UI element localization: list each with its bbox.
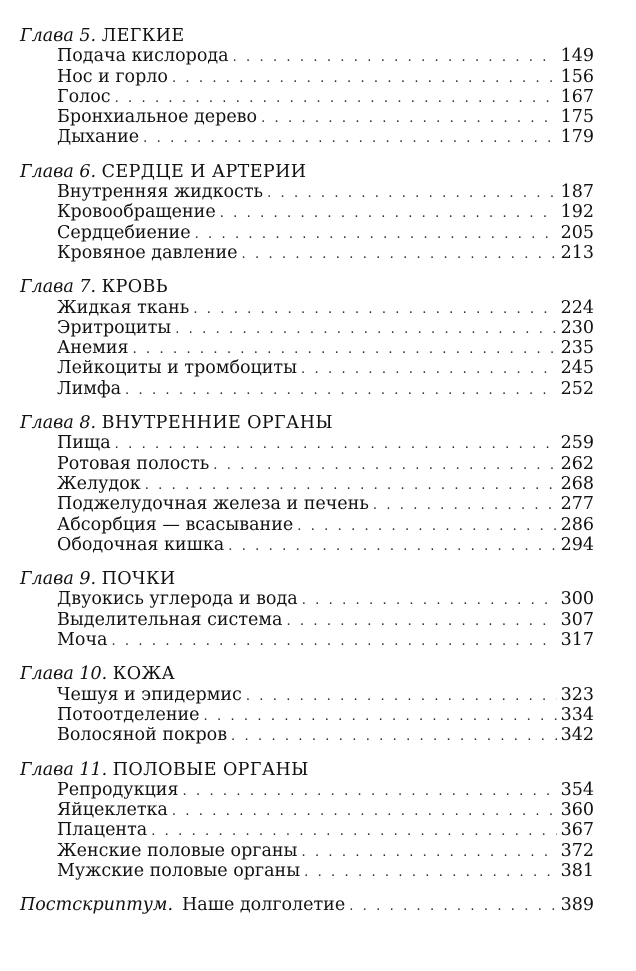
entry-title: Дыхание <box>57 127 140 148</box>
toc-entry[interactable] <box>20 338 594 358</box>
chapter-section <box>20 569 594 650</box>
entry-title: Репродукция <box>57 779 179 800</box>
entry-page-number: 334 <box>560 704 594 725</box>
entry-title: Поджелудочная железа и печень <box>57 494 369 515</box>
toc-entry[interactable] <box>20 630 594 650</box>
entry-page-number: 224 <box>560 297 594 318</box>
postscript-page-number: 389 <box>560 895 594 916</box>
entry-page-number: 259 <box>560 433 594 454</box>
toc-entry[interactable] <box>20 358 594 378</box>
entry-title: Пища <box>57 433 111 454</box>
toc-entry[interactable] <box>20 223 594 243</box>
dot-leader <box>261 109 557 129</box>
chapter-label: Глава 7. <box>20 277 97 298</box>
chapter-section <box>20 277 594 399</box>
dot-leader <box>302 843 557 863</box>
entry-page-number: 205 <box>560 222 594 243</box>
entry-title: Женские половые органы <box>57 840 298 861</box>
entry-title: Кровяное давление <box>57 242 238 263</box>
toc-entry[interactable] <box>20 379 594 399</box>
toc-entry[interactable] <box>20 46 594 66</box>
entry-page-number: 187 <box>560 182 594 203</box>
entry-title: Сердцебиение <box>57 222 191 243</box>
toc-entry[interactable] <box>20 685 594 705</box>
entry-title: Чешуя и эпидермис <box>57 684 242 705</box>
entry-title: Жидкая ткань <box>57 297 190 318</box>
entry-title: Анемия <box>57 338 129 359</box>
entry-title: Голос <box>57 86 111 107</box>
entry-page-number: 149 <box>560 46 594 67</box>
dot-leader <box>267 184 557 204</box>
entry-title: Мужские половые органы <box>57 860 301 881</box>
chapter-section <box>20 413 594 555</box>
entry-page-number: 167 <box>560 86 594 107</box>
entry-page-number: 286 <box>560 514 594 535</box>
postscript-entry[interactable] <box>20 895 594 915</box>
entry-page-number: 230 <box>560 317 594 338</box>
dot-leader <box>297 517 556 537</box>
entry-title: Выделительная система <box>57 609 283 630</box>
toc-entry[interactable] <box>20 182 594 202</box>
toc-entry[interactable] <box>20 861 594 881</box>
toc-entry[interactable] <box>20 494 594 514</box>
chapter-heading[interactable] <box>20 26 594 46</box>
toc-entry[interactable] <box>20 243 594 263</box>
dot-leader <box>172 69 557 89</box>
chapter-label: Глава 9. <box>20 569 97 590</box>
entry-title: Двуокись углерода и вода <box>57 589 298 610</box>
chapter-title: ЛЕГКИЕ <box>101 26 185 46</box>
chapter-heading[interactable] <box>20 569 594 589</box>
entry-title: Подача кислорода <box>57 46 229 67</box>
chapter-section <box>20 162 594 263</box>
chapter-heading[interactable] <box>20 413 594 433</box>
toc-entry[interactable] <box>20 87 594 107</box>
entry-title: Потоотделение <box>57 704 200 725</box>
chapter-label: Глава 8. <box>20 413 97 434</box>
entry-title: Бронхиальное дерево <box>57 107 258 128</box>
chapter-title: ПОЧКИ <box>101 569 176 590</box>
chapter-label: Глава 10. <box>20 664 108 685</box>
entry-page-number: 252 <box>560 378 594 399</box>
dot-leader <box>233 48 557 68</box>
entry-title: Абсорбция — всасывание <box>57 514 294 535</box>
dot-leader <box>228 537 556 557</box>
dot-leader <box>172 802 557 822</box>
entry-page-number: 245 <box>560 358 594 379</box>
chapter-title: СЕРДЦЕ И АРТЕРИИ <box>101 161 307 182</box>
dot-leader <box>133 340 557 360</box>
chapter-list <box>20 26 594 881</box>
dot-leader <box>231 727 557 747</box>
dot-leader <box>304 863 556 883</box>
toc-entry[interactable] <box>20 610 594 630</box>
dot-leader <box>301 360 557 380</box>
entry-title: Моча <box>57 630 108 651</box>
dot-leader <box>195 225 557 245</box>
dot-leader <box>145 476 557 496</box>
entry-page-number: 317 <box>560 630 594 651</box>
dot-leader <box>125 381 557 401</box>
dot-leader <box>349 897 556 917</box>
dot-leader <box>115 435 557 455</box>
entry-page-number: 381 <box>560 860 594 881</box>
chapter-title: ВНУТРЕННИЕ ОРГАНЫ <box>101 413 333 434</box>
chapter-label: Глава 6. <box>20 161 97 182</box>
toc-entry[interactable] <box>20 515 594 535</box>
entry-title: Ободочная кишка <box>57 534 225 555</box>
dot-leader <box>183 782 557 802</box>
dot-leader <box>302 591 557 611</box>
toc-entry[interactable] <box>20 202 594 222</box>
entry-title: Ротовая полость <box>57 453 210 474</box>
chapter-heading[interactable] <box>20 162 594 182</box>
entry-page-number: 262 <box>560 453 594 474</box>
entry-title: Яйцеклетка <box>57 800 168 821</box>
entry-page-number: 268 <box>560 473 594 494</box>
chapter-section <box>20 26 594 148</box>
toc-entry[interactable] <box>20 318 594 338</box>
chapter-section <box>20 760 594 882</box>
entry-page-number: 235 <box>560 338 594 359</box>
entry-page-number: 277 <box>560 494 594 515</box>
entry-title: Кровообращение <box>57 202 216 223</box>
toc-entry[interactable] <box>20 820 594 840</box>
dot-leader <box>111 632 556 652</box>
entry-page-number: 360 <box>560 800 594 821</box>
entry-page-number: 213 <box>560 242 594 263</box>
toc-entry[interactable] <box>20 535 594 555</box>
chapter-title: ПОЛОВЫЕ ОРГАНЫ <box>112 759 309 780</box>
toc-entry[interactable] <box>20 107 594 127</box>
chapter-heading[interactable] <box>20 664 594 684</box>
entry-title: Лимфа <box>57 378 122 399</box>
entry-title: Нос и горло <box>57 66 168 87</box>
dot-leader <box>151 822 556 842</box>
chapter-label: Глава 11. <box>20 759 108 780</box>
toc-entry[interactable] <box>20 298 594 318</box>
postscript-label: Постскриптум. <box>20 895 174 916</box>
chapter-section <box>20 664 594 745</box>
toc-entry[interactable] <box>20 800 594 820</box>
dot-leader <box>220 204 557 224</box>
dot-leader <box>193 300 556 320</box>
dot-leader <box>286 612 556 632</box>
dot-leader <box>213 456 556 476</box>
entry-page-number: 156 <box>560 66 594 87</box>
dot-leader <box>246 687 557 707</box>
entry-page-number: 300 <box>560 589 594 610</box>
entry-page-number: 192 <box>560 202 594 223</box>
entry-title: Волосяной покров <box>57 725 228 746</box>
chapter-heading[interactable] <box>20 760 594 780</box>
entry-page-number: 342 <box>560 725 594 746</box>
toc-entry[interactable] <box>20 474 594 494</box>
entry-title: Желудок <box>57 473 141 494</box>
entry-page-number: 175 <box>560 107 594 128</box>
entry-title: Плацента <box>57 820 148 841</box>
toc-entry[interactable] <box>20 127 594 147</box>
chapter-heading[interactable] <box>20 277 594 297</box>
toc-entry[interactable] <box>20 433 594 453</box>
toc-entry[interactable] <box>20 841 594 861</box>
dot-leader <box>373 496 557 516</box>
toc-entry[interactable] <box>20 705 594 725</box>
toc-entry[interactable] <box>20 725 594 745</box>
dot-leader <box>242 245 557 265</box>
dot-leader <box>175 320 556 340</box>
entry-page-number: 307 <box>560 609 594 630</box>
toc-entry[interactable] <box>20 67 594 87</box>
dot-leader <box>143 129 556 149</box>
entry-page-number: 354 <box>560 779 594 800</box>
table-of-contents <box>20 26 594 916</box>
entry-title: Внутренняя жидкость <box>57 182 264 203</box>
toc-entry[interactable] <box>20 454 594 474</box>
toc-entry[interactable] <box>20 780 594 800</box>
entry-page-number: 367 <box>560 820 594 841</box>
chapter-label: Глава 5. <box>20 26 97 46</box>
entry-title: Эритроциты <box>57 317 172 338</box>
entry-page-number: 323 <box>560 684 594 705</box>
chapter-title: КОЖА <box>112 664 176 685</box>
entry-page-number: 179 <box>560 127 594 148</box>
toc-entry[interactable] <box>20 589 594 609</box>
postscript-title: Наше долголетие <box>182 895 346 916</box>
dot-leader <box>204 707 557 727</box>
entry-page-number: 294 <box>560 534 594 555</box>
entry-page-number: 372 <box>560 840 594 861</box>
dot-leader <box>115 89 557 109</box>
entry-title: Лейкоциты и тромбоциты <box>57 358 298 379</box>
chapter-title: КРОВЬ <box>101 277 168 298</box>
